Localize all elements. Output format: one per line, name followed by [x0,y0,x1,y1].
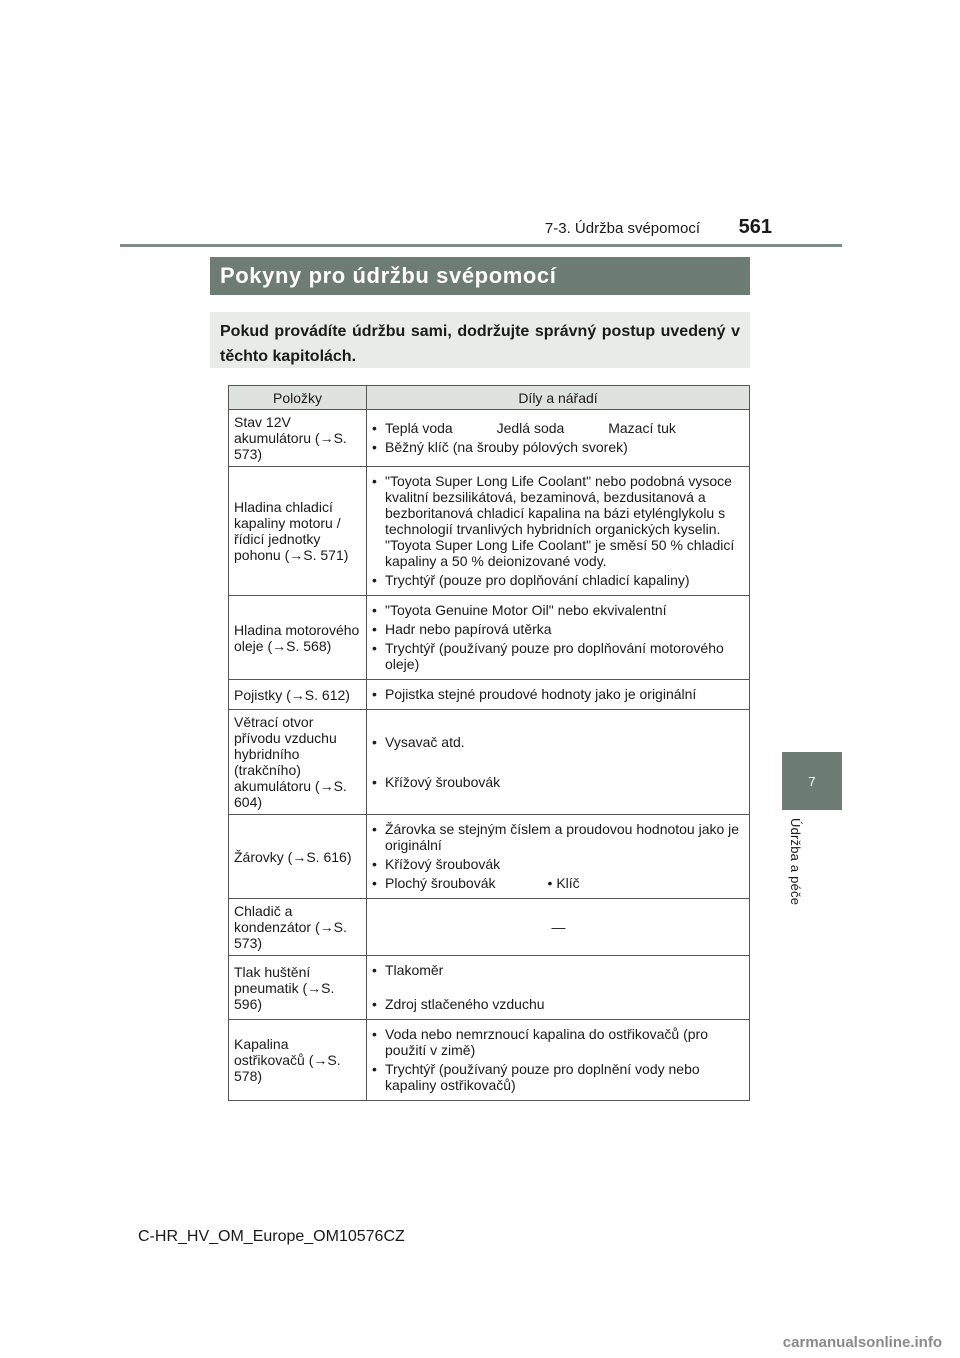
list-item: • "Toyota Genuine Motor Oil" nebo ekvivalentní [372,602,745,618]
parts-cell [367,710,750,815]
item-cell: Stav 12V akumulátoru (→S. 573) [229,410,367,467]
item-cell: Hladina chladicí kapaliny motoru /řídicí jednotky pohonu (→S. 571) [229,467,367,596]
list-item: • Žárovka se stejným číslem a proudovou hodnotou jako je originální [372,821,745,853]
item-cell: Větrací otvor přívodu vzduchu hybridního (trakčního) akumulátoru (→S. 604) [229,710,367,815]
section-title: Pokyny pro údržbu svépomocí [210,257,750,295]
column-header-items: Položky [229,386,367,410]
list-item: • "Toyota Super Long Life Coolant" nebo podobná vysoce kvalitní bezsilikátová, bezaminová, bezdusitanová a bezboritanová chladicí kapalina na bázi etylénglykolu s technologií trvanlivých hybridních organických kyselin. "Toyota Super Long Life Coolant" je směsí 50 % chladicí kapaliny a 50 % deionizované vody. [372,473,745,569]
list-item: • Vysavač atd. [372,734,745,750]
part-label: Jedlá soda [496,420,565,436]
list-item: • Trychtýř (pouze pro doplňování chladicí kapaliny) [372,572,745,588]
parts-cell [367,467,750,596]
page-number: 561 [738,216,772,238]
item-cell: Hladina motorového oleje (→S. 568) [229,596,367,680]
parts-cell: — [367,899,750,956]
table-row [229,410,750,467]
chapter-tab[interactable]: 7 [782,752,842,810]
part-label: Mazací tuk [608,420,676,436]
list-item: • Křížový šroubovák [372,774,745,790]
intro-text: Pokud provádíte údržbu sami, dodržujte správný postup uvedený v těchto kapitolách. [220,323,740,365]
running-header [120,216,840,246]
intro-box [210,312,750,368]
part-label: Plochý šroubovák [385,875,496,891]
table-row [229,1020,750,1101]
list-item: • Trychtýř (používaný pouze pro doplňování motorového oleje) [372,640,745,672]
item-cell: Žárovky (→S. 616) [229,815,367,899]
parts-cell [367,956,750,1020]
maintenance-table [228,385,750,1101]
document-code: C-HR_HV_OM_Europe_OM10576CZ [138,1228,405,1245]
table-row [229,899,750,956]
list-item: • Trychtýř (používaný pouze pro doplnění vody nebo kapaliny ostřikovačů) [372,1061,745,1093]
table-row [229,815,750,899]
table-row [229,596,750,680]
table-row [229,680,750,710]
list-item: • Hadr nebo papírová utěrka [372,621,745,637]
parts-cell [367,680,750,710]
column-header-parts: Díly a nářadí [367,386,750,410]
part-label: Klíč [556,875,580,891]
list-item: • Tlakoměr [372,962,745,978]
parts-cell [367,1020,750,1101]
list-item: • Voda nebo nemrznoucí kapalina do ostřikovačů (pro použití v zimě) [372,1026,745,1058]
parts-cell [367,596,750,680]
item-cell: Tlak huštění pneumatik (→S. 596) [229,956,367,1020]
list-item: • Běžný klíč (na šrouby pólových svorek) [372,439,745,455]
parts-cell [367,410,750,467]
chapter-label: Údržba a péče [788,818,803,906]
table-row [229,467,750,596]
item-cell: Kapalina ostřikovačů (→S. 578) [229,1020,367,1101]
table-row [229,956,750,1020]
item-cell: Chladič a kondenzátor (→S. 573) [229,899,367,956]
table-row [229,710,750,815]
list-item: • Pojistka stejné proudové hodnoty jako je originální [372,686,745,702]
list-item: • Zdroj stlačeného vzduchu [372,996,745,1012]
list-item: • Plochý šroubovák • Klíč [372,875,745,891]
header-divider [120,244,842,247]
table-header-row [229,386,750,410]
list-item [372,420,745,436]
item-cell: Pojistky (→S. 612) [229,680,367,710]
parts-cell [367,815,750,899]
list-item: • Křížový šroubovák [372,856,745,872]
section-reference: 7-3. Údržba svépomocí [544,220,700,237]
part-label: Teplá voda [385,420,453,436]
watermark: carmanualsonline.info [782,1334,942,1351]
